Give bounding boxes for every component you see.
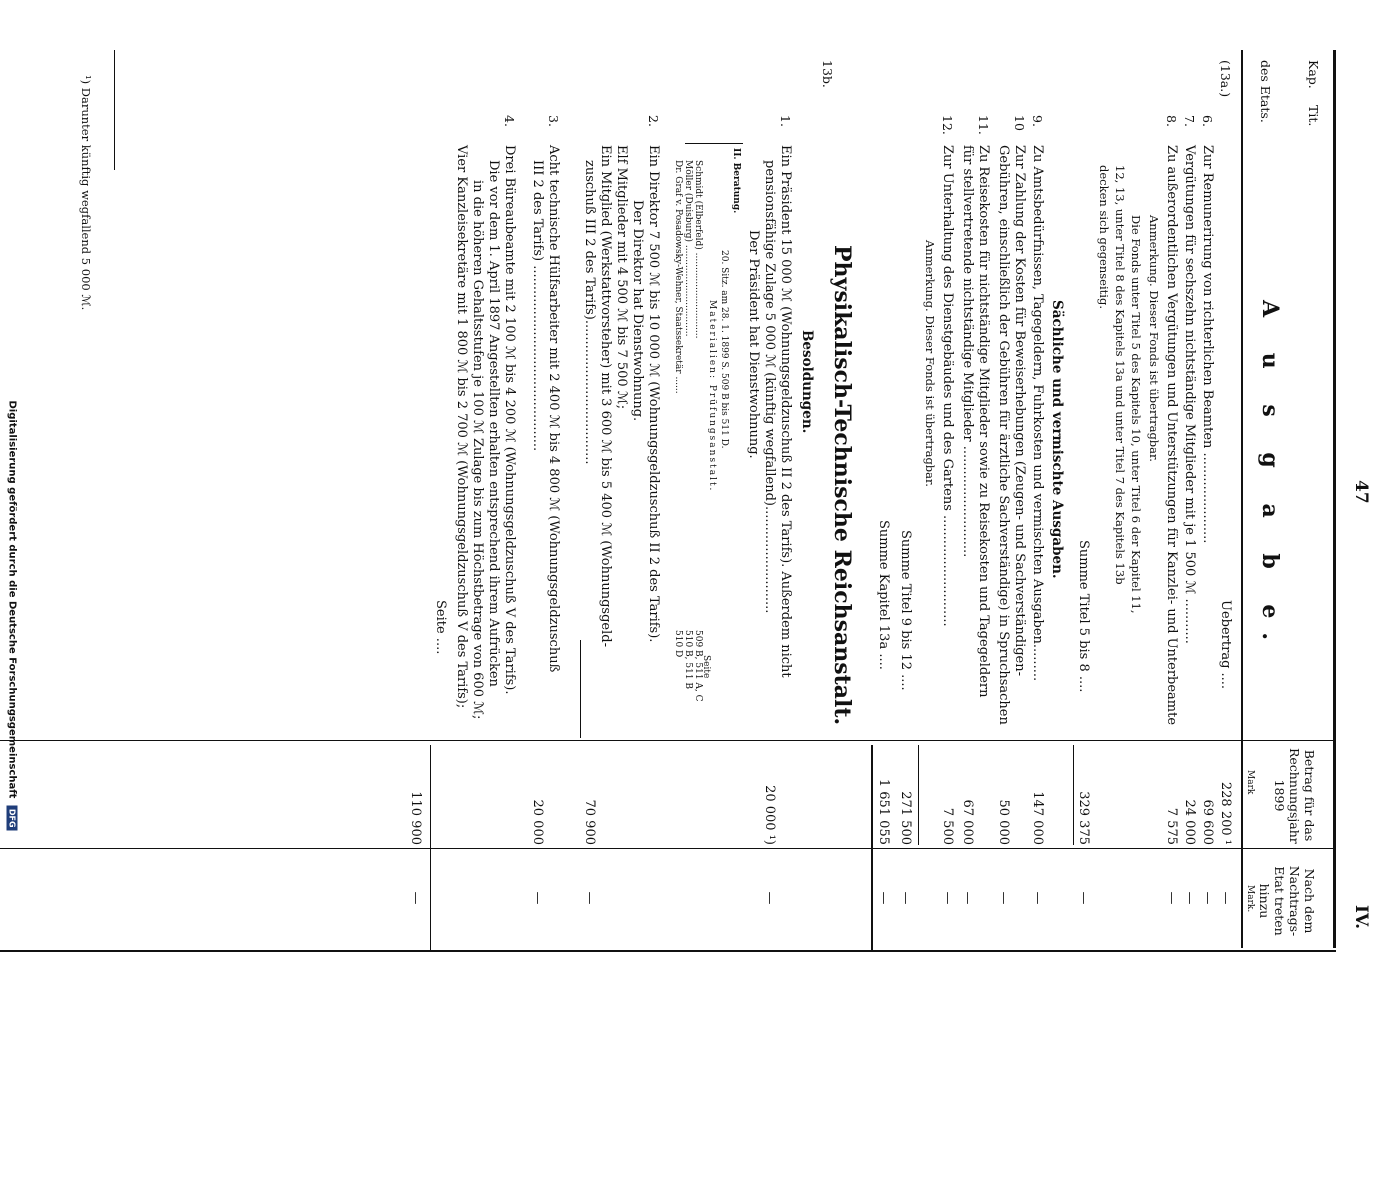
- sum-9-12-label: Summe Titel 9 bis 12 ....: [898, 530, 913, 691]
- tit-9: 9.: [1030, 115, 1045, 127]
- row-3-nach: —: [530, 891, 545, 905]
- dfg-credit: [7, 401, 18, 1201]
- beratung-speaker-3: Dr. Graf v. Posadowsky-Wehner, Staatssekretär ......: [673, 160, 683, 394]
- row-11-nach: —: [960, 891, 975, 905]
- row-1-text3: Der Präsident hat Dienstwohnung.: [746, 230, 761, 459]
- dfg-credit-text: Digitalisierung gefördert durch die Deutsche Forschungsgemeinschaft: [6, 400, 18, 799]
- header-rule: [1241, 50, 1243, 948]
- row-2-text4: Ein Mitglied (Werkstattvorsteher) mit 3 600 ℳ bis 5 400 ℳ (Wohnungsgeld-: [598, 145, 613, 647]
- header-nachtrag-unit: Mark.: [1245, 885, 1255, 913]
- tit-6: 6.: [1200, 115, 1215, 127]
- ausgabe-title: A u s g a b e.: [1257, 300, 1283, 655]
- sum-5-8-nach: —: [1076, 891, 1091, 905]
- header-tit: Tit.: [1306, 105, 1321, 127]
- seite-nach: —: [408, 891, 423, 905]
- beratung-sitzung: 20. Sitz. am 28. 1. 1899 S. 509 B bis 511 D.: [719, 250, 729, 449]
- footnote: ¹) Darunter künftig wegfallend 5 000 ℳ.: [79, 75, 93, 311]
- tit-8: 8.: [1164, 115, 1179, 127]
- kap-13a: (13a.): [1218, 60, 1233, 98]
- row-2-text3: Elf Mitglieder mit 4 500 ℳ bis 7 500 ℳ;: [614, 145, 629, 410]
- sum-9-12-nach: —: [898, 891, 913, 905]
- row-6-nach: —: [1200, 891, 1215, 905]
- tit-10: 10: [1012, 115, 1027, 131]
- beratung-pages-2: 510 B, 511 B: [683, 630, 693, 690]
- row-12-nach: —: [940, 891, 955, 905]
- subsection-saechliche: Sächliche und vermischte Ausgaben.: [1049, 300, 1065, 579]
- sum-9-12-betrag: 271 500: [898, 791, 913, 845]
- sum-5-8-label: Summe Titel 5 bis 8 ....: [1076, 540, 1091, 693]
- section-number: IV.: [1351, 905, 1371, 930]
- row-7-nach: —: [1182, 891, 1197, 905]
- seite-rule: [430, 745, 431, 950]
- page-number: 47: [1351, 480, 1371, 504]
- row-3-betrag: 20 000: [530, 799, 545, 845]
- row-2-betrag: 70 900: [582, 799, 597, 845]
- row-2-nach: —: [582, 891, 597, 905]
- header-betrag-unit: Mark: [1245, 770, 1255, 795]
- row-1-text2: pensionsfähige Zulage 5 000 ℳ (künftig wegfallend)..........................: [762, 160, 777, 614]
- sum-5-8-betrag: 329 375: [1076, 791, 1091, 845]
- row-11-text: Zu Reisekosten für nichtständige Mitglieder sowie zu Reisekosten und Tagegeldern: [976, 145, 991, 698]
- row-4-text4: Vier Kanzleisekretäre mit 1 800 ℳ bis 2 700 ℳ (Wohnungsgeldzuschuß V des Tarifs);: [454, 145, 469, 709]
- row-10-betrag: 50 000: [996, 799, 1011, 845]
- note-8-anmerkung: Anmerkung. Dieser Fonds ist übertragbar.: [1147, 215, 1161, 462]
- header-betrag: Betrag für das Rechnungsjahr 1899: [1272, 748, 1317, 844]
- note-8-line1: Die Fonds unter Titel 5 des Kapitels 10, unter Titel 6 der Kapitel 11,: [1129, 215, 1143, 614]
- row-7-betrag: 24 000: [1182, 799, 1197, 845]
- seite-label: Seite ....: [433, 600, 448, 655]
- row-2-text: Ein Direktor 7 500 ℳ bis 10 000 ℳ (Wohnungsgeldzuschuß II 2 des Tarifs).: [646, 145, 661, 643]
- row-6-text: Zur Remunerirung von richterlichen Beamten ......................: [1200, 145, 1215, 544]
- sum-kap-betrag: 1 651 055: [876, 778, 891, 845]
- beratung-pages-1: 509 B, 511 A, C: [693, 630, 703, 702]
- row-8-betrag: 7 575: [1164, 807, 1179, 845]
- right-rule: [0, 950, 1336, 952]
- row-8-text: Zu außerordentlichen Vergütungen und Unterstützungen für Kanzlei- und Unterbeamte: [1164, 145, 1179, 726]
- beratung-speaker-1: Schmidt (Elberfeld) ..............................: [693, 160, 703, 339]
- beratung-head: II. Beratung.: [731, 148, 741, 214]
- row-2-rule: [580, 640, 581, 738]
- row-10-nach: —: [996, 891, 1011, 905]
- beratung-bracket: [685, 143, 743, 144]
- sum-5-8-rule: [1073, 745, 1074, 845]
- top-rule: [1333, 50, 1336, 948]
- row-12-betrag: 7 500: [940, 807, 955, 845]
- kap-13b: 13b.: [820, 60, 835, 88]
- beratung-materialien: Materialien: Prüfungsanstalt.: [707, 300, 717, 493]
- note-8-line2: 12, 13, unter Titel 8 des Kapitels 13a und unter Titel 7 des Kapitels 13b: [1113, 165, 1127, 585]
- sum-kap-rule: [871, 745, 873, 950]
- sum-kap-nach: —: [876, 891, 891, 905]
- beratung-speaker-2: Möller (Duisburg) ................................: [683, 160, 693, 337]
- tit-3: 3.: [546, 115, 561, 127]
- row-1-text: Ein Präsident 15 000 ℳ (Wohnungsgeldzuschuß II 2 des Tarifs). Außerdem nicht: [778, 145, 793, 678]
- tit-7: 7.: [1182, 115, 1197, 127]
- col-divider-betrag: [0, 740, 1336, 741]
- tit-11: 11.: [976, 115, 991, 135]
- tit-2: 2.: [646, 115, 661, 127]
- subsection-besoldungen: Besoldungen.: [799, 330, 815, 434]
- row-9-text: Zu Amtsbedürfnissen, Tagegeldern, Fuhrkosten und vermischten Ausgaben.........: [1030, 145, 1045, 682]
- row-9-betrag: 147 000: [1030, 791, 1045, 845]
- row-4-text3: in die höheren Gehaltsstufen je 100 ℳ Zulage bis zum Höchstbetrage von 600 ℳ;: [470, 180, 485, 720]
- row-8-nach: —: [1164, 891, 1179, 905]
- sum-kap-label: Summe Kapitel 13a ....: [876, 520, 891, 670]
- tit-4: 4.: [502, 115, 517, 127]
- row-11-text2: für stellvertretende nichtständige Mitglieder ...........................: [960, 145, 975, 558]
- row-4-text2: Die vor dem 1. April 1897 Angestellten erhalten entsprechend ihrem Aufrücken: [486, 160, 501, 687]
- row-3-text2: III 2 des Tarifs) .............................................: [530, 160, 545, 452]
- row-4-text: Drei Büreaubeamte mit 2 100 ℳ bis 4 200 ℳ (Wohnungsgeldzuschuß V des Tarifs).: [502, 145, 517, 695]
- sum-9-12-rule: [918, 745, 919, 845]
- header-etat: des Etats.: [1258, 60, 1273, 123]
- row-9-nach: —: [1030, 891, 1045, 905]
- beratung-seite: Seite: [701, 655, 711, 679]
- footnote-rule: [114, 50, 115, 170]
- uebertrag-nach: —: [1218, 891, 1233, 905]
- header-kap: Kap.: [1306, 60, 1321, 89]
- row-10-text2: Gebühren, einschließlich der Gebühren für ärztliche Sachverständige) in Spruchsachen: [996, 145, 1011, 725]
- row-11-betrag: 67 000: [960, 799, 975, 845]
- beratung-pages-3: 510 D: [673, 630, 683, 658]
- col-divider-nachtrag: [0, 848, 1336, 849]
- row-1-betrag: 20 000 ¹): [762, 785, 777, 845]
- row-10-text: Zur Zahlung der Kosten für Beweiserhebungen (Zeugen- und Sachverständigen-: [1012, 145, 1027, 677]
- uebertrag-betrag: 228 200 ¹: [1218, 781, 1233, 845]
- row-2-text2: Der Direktor hat Dienstwohnung.: [630, 200, 645, 422]
- tit-12: 12.: [940, 115, 955, 135]
- seite-betrag: 110 900: [408, 791, 423, 845]
- section-title-reichsanstalt: Physikalisch-Technische Reichsanstalt.: [829, 245, 855, 726]
- row-12-text2: Anmerkung. Dieser Fonds ist übertragbar.: [923, 240, 937, 487]
- row-7-text: Vergütungen für sechszehn nichtständige Mitglieder mit je 1 500 ℳ ...........: [1182, 145, 1197, 644]
- tit-1: 1.: [778, 115, 793, 127]
- row-12-text: Zur Unterhaltung des Dienstgebäudes und des Gartens ...........................: [940, 145, 955, 627]
- row-6-betrag: 69 600: [1200, 799, 1215, 845]
- row-3-text: Acht technische Hülfsarbeiter mit 2 400 ℳ bis 4 800 ℳ (Wohnungsgeldzuschuß: [546, 145, 561, 673]
- row-2-text5: zuschuß III 2 des Tarifs)...................................: [582, 160, 597, 465]
- row-1-nach: —: [762, 891, 777, 905]
- note-8-line3: decken sich gegenseitig.: [1097, 165, 1111, 309]
- dfg-logo: DFG: [7, 806, 18, 831]
- uebertrag-label: Uebertrag ....: [1218, 600, 1233, 690]
- header-nachtrag: Nach dem Nachtrags-Etat treten hinzu: [1257, 865, 1317, 937]
